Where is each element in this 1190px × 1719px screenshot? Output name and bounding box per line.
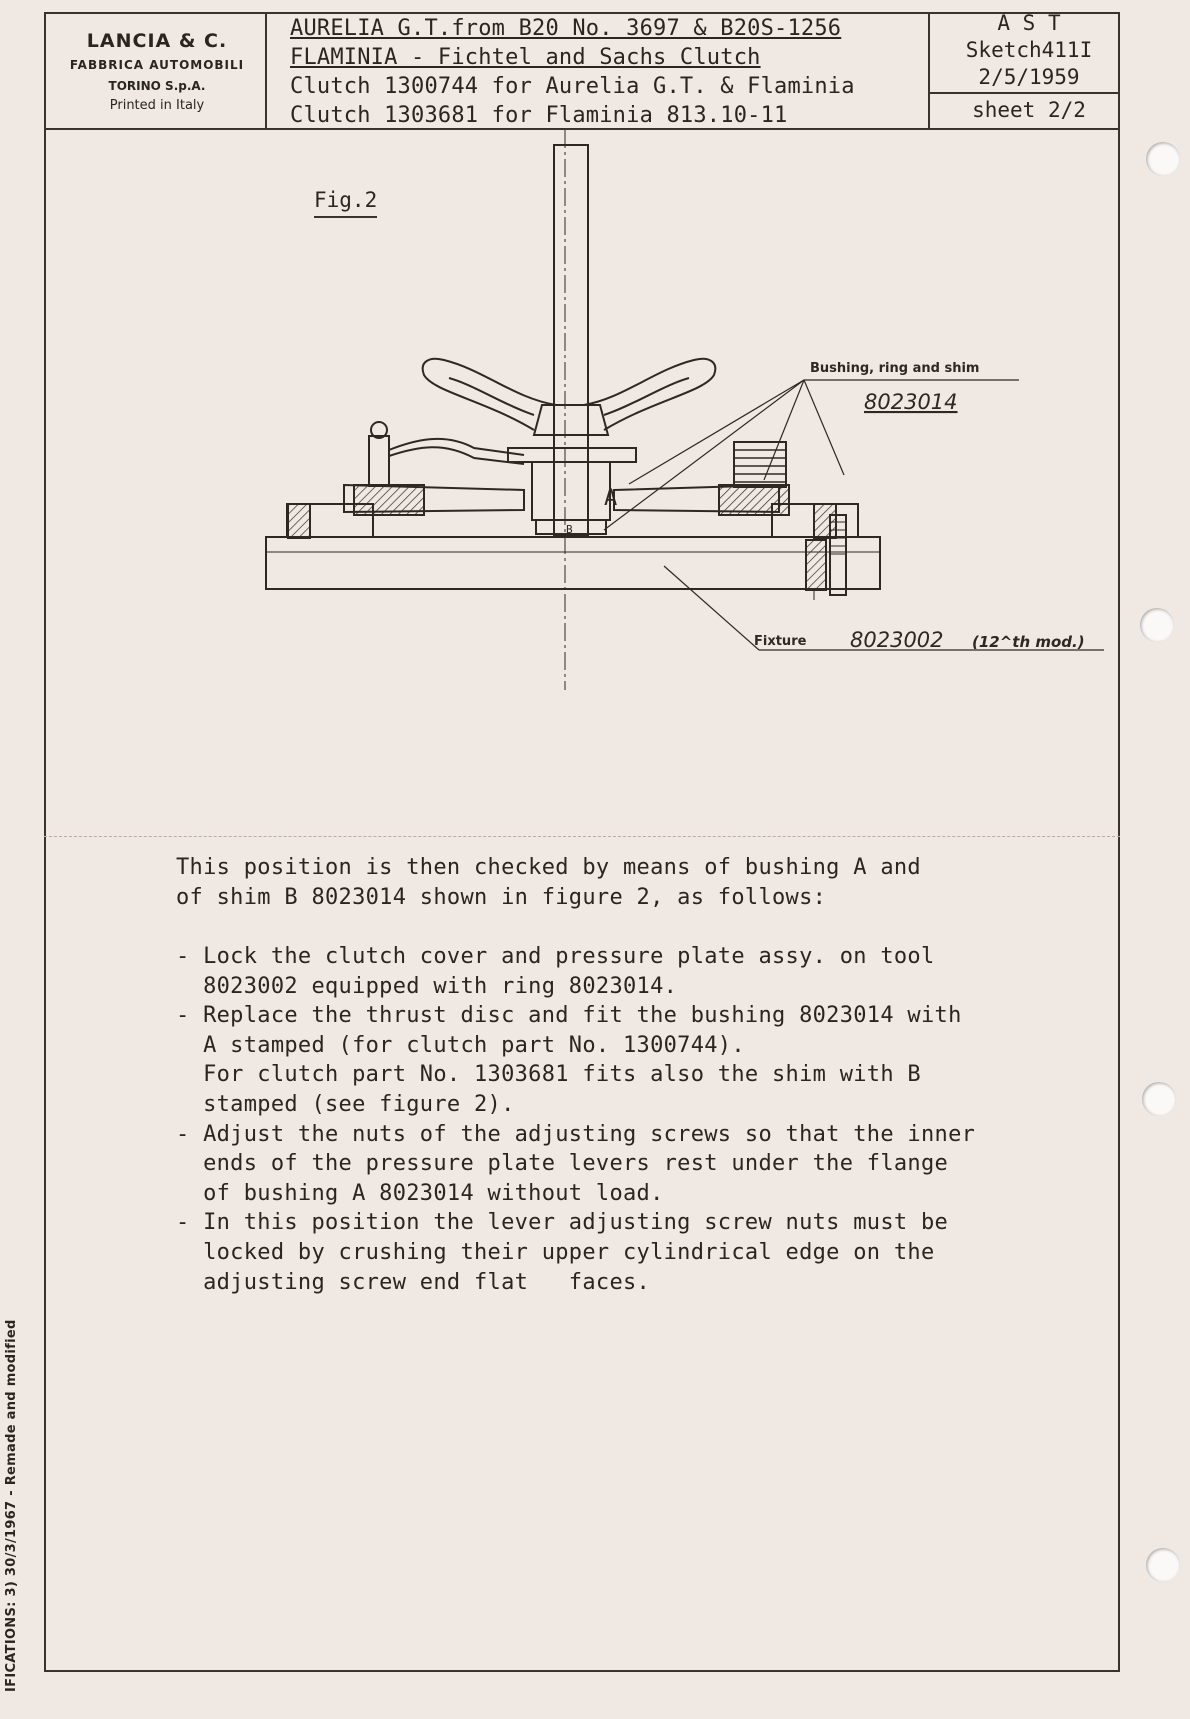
ref-block (940, 10, 1118, 91)
sketch-number: Sketch411I (965, 38, 1093, 62)
title-line: Clutch 1303681 for Flaminia 813.10-11 (290, 103, 788, 128)
column-left (288, 504, 310, 538)
company-name: LANCIA & C. (86, 30, 228, 52)
intro-paragraph: This position is then checked by means of bushing A and of shim B 8023014 shown in figure 2, as follows: (176, 855, 921, 910)
punch-hole (1142, 1082, 1176, 1116)
lever-right-block (719, 485, 789, 515)
hub (534, 405, 608, 435)
label-fixture: Fixture (754, 634, 807, 649)
spring-pack (734, 442, 786, 487)
label-bushing: Bushing, ring and shim (810, 361, 980, 376)
procedure-step: - Lock the clutch cover and pressure plate assy. on tool 8023002 equipped with ring 8023014. (176, 944, 935, 999)
fixture-note: (12^th mod.) (972, 633, 1085, 651)
clutch-fixture-diagram (44, 130, 1120, 830)
bushing-a (532, 462, 610, 520)
section-divider (44, 836, 1120, 837)
header-column-divider (265, 12, 267, 128)
title-block (290, 14, 938, 130)
company-city: TORINO S.p.A. (108, 79, 206, 93)
procedure-step: - Replace the thrust disc and fit the bushing 8023014 with A stamped (for clutch part No. 1300744). For clutch part No. 1303681 fits also the shim with B stamped (see figure 2). (176, 1003, 962, 1117)
procedure-step: - In this position the lever adjusting screw nuts must be locked by crushing their upper cylindrical edge on the adjusting screw end flat faces. (176, 1210, 949, 1295)
part-fixture: 8023002 (850, 628, 944, 652)
ref-divider (928, 92, 1118, 94)
adjusting-screw (369, 436, 389, 486)
lever-left-block (354, 485, 424, 515)
procedure-steps (176, 942, 975, 1297)
leader-bushing (629, 380, 804, 484)
punch-hole (1140, 608, 1174, 642)
fixture-base (266, 537, 880, 589)
spindle (554, 145, 588, 535)
company-block (52, 30, 262, 113)
leader-fixture (664, 566, 759, 650)
column-right (814, 504, 836, 538)
procedure-step: - Adjust the nuts of the adjusting screws so that the inner ends of the pressure plate levers rest under the flange of bushing A 8023014 without load. (176, 1121, 976, 1206)
mark-b: B (566, 523, 573, 536)
modification-note: IFICATIONS: 3) 30/3/1967 - Remade and modified (4, 1319, 19, 1692)
title-line: Clutch 1300744 for Aurelia G.T. & Flaminia (290, 74, 855, 99)
bushing-flange (508, 448, 636, 462)
company-subtitle: FABBRICA AUTOMOBILI (69, 58, 245, 72)
punch-hole (1146, 1548, 1180, 1582)
sheet-number: sheet 2/2 (972, 98, 1086, 122)
punch-hole (1146, 142, 1180, 176)
title-line: AURELIA G.T.from B20 No. 3697 & B20S-1256 (290, 16, 842, 41)
part-bushing: 8023014 (864, 390, 958, 414)
printed-note: Printed in Italy (109, 98, 205, 113)
figure-title: Fig.2 (314, 188, 377, 218)
leader-ring-2 (804, 380, 844, 475)
mark-a: A (604, 486, 618, 511)
ref-code: A S T (997, 11, 1061, 35)
sketch-date: 2/5/1959 (978, 65, 1080, 89)
title-line: FLAMINIA - Fichtel and Sachs Clutch (290, 45, 761, 70)
